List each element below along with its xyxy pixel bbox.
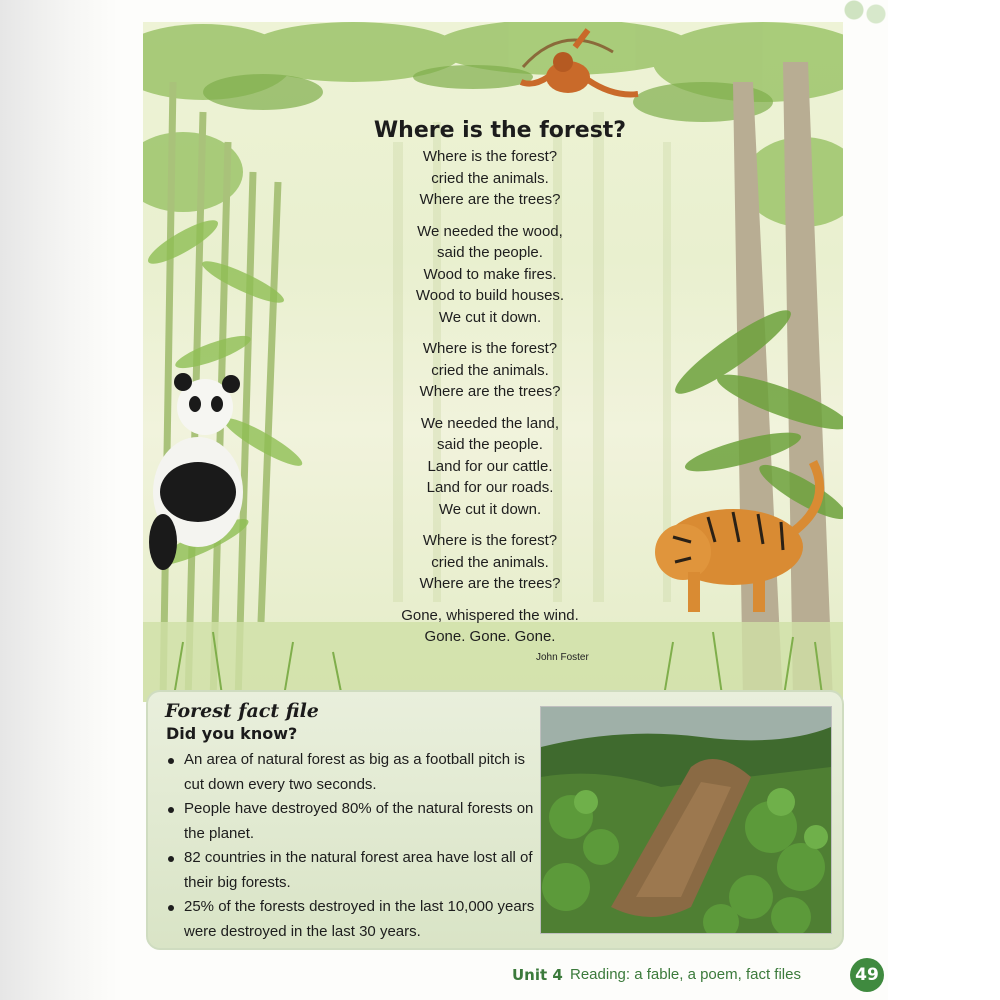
poem-line: Wood to make fires. bbox=[423, 265, 557, 283]
poem-line: Where are the trees? bbox=[419, 575, 561, 592]
poem-line: We needed the land, bbox=[420, 414, 560, 432]
poem-line: said the people. bbox=[437, 244, 543, 261]
fact-item bbox=[166, 846, 536, 895]
poem-line: We needed the wood, bbox=[417, 222, 563, 240]
poem-line: cried the animals. bbox=[431, 553, 549, 571]
fact-item bbox=[166, 895, 536, 944]
fact-text: 25% of the forests destroyed in the last 10,000 years were destroyed in the last 30 years. bbox=[184, 898, 535, 940]
bullet-icon bbox=[168, 758, 174, 764]
fact-text: An area of natural forest as big as a football pitch is cut down every two seconds. bbox=[184, 751, 526, 793]
poem-line: Where is the forest? bbox=[422, 532, 558, 549]
fact-item bbox=[166, 748, 536, 797]
poem-line: Where are the trees? bbox=[419, 383, 561, 400]
poem-stanza bbox=[340, 146, 640, 211]
deforestation-photo bbox=[540, 706, 832, 934]
poem-line: Wood to build houses. bbox=[415, 287, 565, 304]
poem-line: Gone. Gone. Gone. bbox=[424, 628, 556, 645]
fact-list bbox=[166, 748, 536, 944]
poem-line: said the people. bbox=[437, 436, 543, 453]
poem-line: Gone, whispered the wind. bbox=[401, 606, 579, 624]
page-margin bbox=[888, 0, 1000, 1000]
fact-item bbox=[166, 797, 536, 846]
bullet-icon bbox=[168, 905, 174, 911]
poem-line: We cut it down. bbox=[438, 500, 542, 518]
bullet-icon bbox=[168, 807, 174, 813]
page-number: 49 bbox=[850, 958, 884, 992]
poem-author: John Foster bbox=[536, 652, 589, 663]
poem-line: cried the animals. bbox=[431, 361, 549, 379]
corner-decoration bbox=[840, 0, 888, 36]
fact-text: 82 countries in the natural forest area have lost all of their big forests. bbox=[184, 849, 533, 891]
poem-body bbox=[340, 146, 640, 658]
poem-stanza bbox=[340, 338, 640, 403]
deforested-hillside-image bbox=[541, 707, 831, 933]
poem-line: Land for our roads. bbox=[426, 479, 554, 496]
poem-line: We cut it down. bbox=[438, 308, 542, 326]
poem-stanza bbox=[340, 413, 640, 521]
fact-file-title: Forest fact file bbox=[165, 700, 319, 722]
poem-stanza bbox=[340, 605, 640, 648]
unit-label: Unit 4 bbox=[512, 966, 563, 984]
poem-stanza bbox=[340, 221, 640, 329]
poem-line: Land for our cattle. bbox=[427, 457, 553, 475]
poem-stanza bbox=[340, 530, 640, 595]
fact-file-subtitle: Did you know? bbox=[166, 724, 298, 743]
poem-line: Where is the forest? bbox=[422, 340, 558, 357]
fact-text: People have destroyed 80% of the natural forests on the planet. bbox=[184, 800, 534, 842]
bullet-icon bbox=[168, 856, 174, 862]
poem-line: Where is the forest? bbox=[422, 148, 558, 165]
book-spine-shadow bbox=[0, 0, 118, 1000]
panda-illustration bbox=[149, 373, 243, 570]
poem-title: Where is the forest? bbox=[373, 118, 627, 143]
poem-line: Where are the trees? bbox=[419, 191, 561, 208]
section-title: Reading: a fable, a poem, fact files bbox=[570, 966, 801, 983]
poem-line: cried the animals. bbox=[431, 169, 549, 187]
